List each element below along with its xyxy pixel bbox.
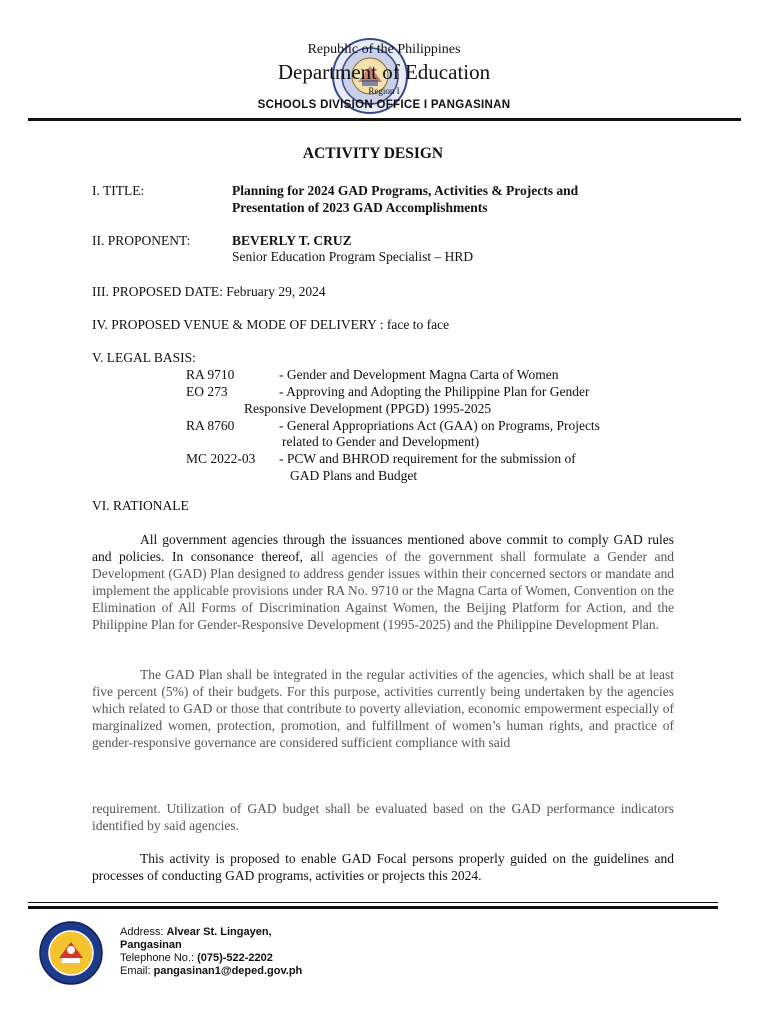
legal-desc-cont: Responsive Development (PPGD) 1995-2025 — [244, 401, 492, 416]
rationale-paragraph-4: This activity is proposed to enable GAD Focal persons properly guided on the guidelines and processes of conducting GAD programs, activities or projects this 2024. — [92, 851, 674, 883]
rationale-paragraph-3: requirement. Utilization of GAD budget shall be evaluated based on the GAD performance indicators identified by said agencies. — [92, 801, 674, 833]
footer-divider-thin — [28, 902, 718, 903]
activity-title-line1: Planning for 2024 GAD Programs, Activities & Projects and — [232, 183, 579, 198]
title-label: I. TITLE: — [92, 183, 145, 198]
legal-code: RA 8760 — [186, 418, 235, 433]
legal-desc: - PCW and BHROD requirement for the submission of — [279, 451, 576, 466]
activity-title-line2: Presentation of 2023 GAD Accomplishments — [232, 200, 488, 215]
footer-address-line2: Pangasinan — [120, 939, 182, 951]
legal-desc: - Approving and Adopting the Philippine Plan for Gender — [279, 384, 590, 399]
header-divider — [28, 118, 741, 121]
legal-desc-cont: related to Gender and Development) — [282, 434, 480, 449]
legal-basis-label: V. LEGAL BASIS: — [92, 350, 196, 365]
rationale-p1-dark: All government agencies through the issuances mentioned above commit to comply GAD rules and policies. In consonance thereof, a — [92, 532, 674, 564]
proponent-name: BEVERLY T. CRUZ — [232, 233, 352, 248]
document-title: ACTIVITY DESIGN — [302, 145, 444, 162]
division-seal-logo — [38, 920, 104, 986]
legal-desc: - General Appropriations Act (GAA) on Programs, Projects — [279, 418, 600, 433]
republic-line: Republic of the Philippines — [307, 42, 461, 57]
legal-desc-cont: GAD Plans and Budget — [290, 468, 418, 483]
department-name: Department of Education — [277, 60, 491, 84]
rationale-paragraph-2: The GAD Plan shall be integrated in the regular activities of the agencies, which shall be at least five percent (5%) of their budgets. For this purpose, activities currently being undertaken by the agencies which related to GAD or those that contribute to poverty alleviation, economic empowerment especially of marginalized women, protection, promotion, and fulfillment of women’s human rights, and practice of gender-responsive governance are considered sufficient compliance with said — [92, 667, 674, 750]
rationale-paragraph-1 — [92, 531, 674, 633]
proposed-date: III. PROPOSED DATE: February 29, 2024 — [92, 284, 326, 299]
legal-desc: - Gender and Development Magna Carta of Women — [279, 367, 559, 382]
legal-code: MC 2022-03 — [186, 451, 256, 466]
footer-email: Email: pangasinan1@deped.gov.ph — [120, 965, 303, 977]
footer-address: Address: Alvear St. Lingayen, — [120, 926, 272, 938]
legal-code: RA 9710 — [186, 367, 235, 382]
footer-telephone: Telephone No.: (075)-522-2202 — [120, 952, 273, 964]
rationale-p1-grey: ll agencies of the government shall formulate a Gender and Development (GAD) Plan designed to address gender issues within their concerned sectors or mandate and implement the applicable provisions under RA No. 9710 or the Magna Carta of Women, Convention on the Elimination of All Forms of Discrimination Against Women, the Beijing Platform for Action, and the Philippine Plan for Gender-Responsive Development (1995-2025) and the Philippine Development Plan. — [92, 549, 674, 632]
proposed-venue: IV. PROPOSED VENUE & MODE OF DELIVERY : face to face — [92, 317, 450, 332]
proponent-label: II. PROPONENT: — [92, 233, 191, 248]
legal-code: EO 273 — [186, 384, 228, 399]
division-office-name: SCHOOLS DIVISION OFFICE I PANGASINAN — [257, 99, 511, 111]
footer-divider-thick — [28, 906, 718, 909]
region-label: Region I — [368, 86, 400, 96]
rationale-label: VI. RATIONALE — [92, 498, 189, 513]
proponent-position: Senior Education Program Specialist – HRD — [232, 249, 474, 264]
